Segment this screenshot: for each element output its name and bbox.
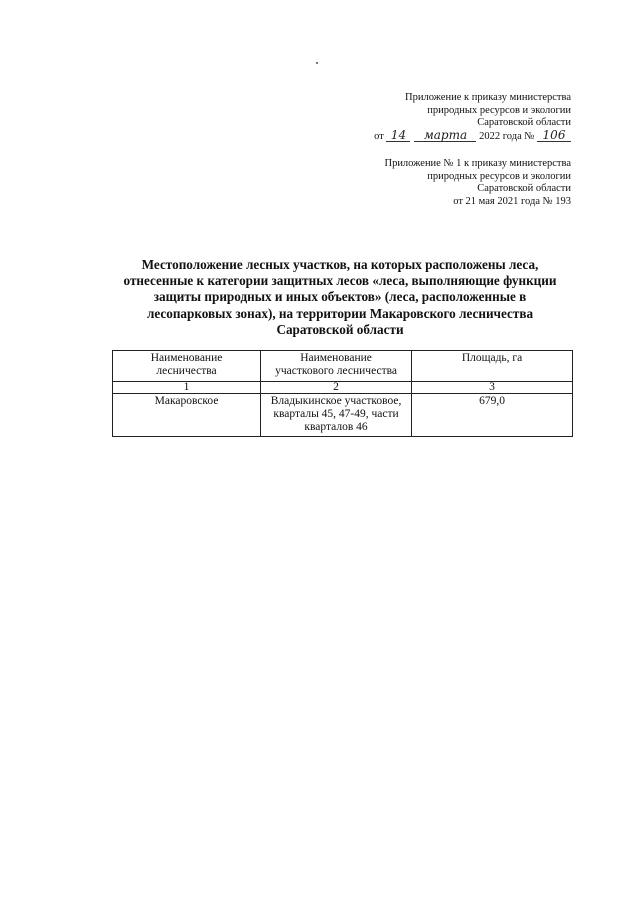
- title-line2: отнесенные к категории защитных лесов «леса, выполняющие функции: [123, 273, 557, 289]
- column-number-row: [113, 382, 573, 394]
- handwritten-month: марта: [414, 130, 476, 142]
- table-row: [113, 394, 573, 437]
- column-number-1: 1: [113, 382, 261, 394]
- appendix-current-line3: Саратовской области: [477, 117, 571, 129]
- column-number-3: 3: [412, 382, 573, 394]
- appendix-current-date-line: [374, 127, 571, 144]
- document-title: [110, 257, 570, 338]
- from-prefix: от: [374, 130, 384, 142]
- appendix-current-line1: Приложение к приказу министерства: [405, 92, 571, 103]
- header-district: [261, 351, 412, 382]
- forest-plots-table: [112, 350, 573, 437]
- header-forestry-l2: лесничества: [156, 365, 217, 377]
- appendix-previous-block: [384, 158, 571, 208]
- cell-district-l3: кварталов 46: [304, 421, 368, 433]
- appendix-previous-line4: от 21 мая 2021 года № 193: [453, 195, 571, 207]
- appendix-previous-line3: Саратовской области: [477, 183, 571, 195]
- handwritten-day: 14: [386, 130, 410, 142]
- appendix-current-line2: природных ресурсов и экологии: [427, 104, 571, 116]
- year-text: 2022 года №: [479, 130, 535, 142]
- header-district-l2: участкового лесничества: [275, 365, 397, 377]
- header-forestry-l1: Наименование: [150, 352, 223, 364]
- table-header-row: [113, 351, 573, 382]
- cell-district-l1: Владыкинское участковое,: [270, 395, 402, 407]
- appendix-previous-line2: природных ресурсов и экологии: [427, 170, 571, 182]
- header-forestry: [113, 351, 261, 382]
- cell-district-l2: кварталы 45, 47-49, части: [273, 408, 399, 420]
- title-line3: защиты природных и иных объектов» (леса, расположенные в: [153, 289, 527, 305]
- appendix-current-block: [374, 92, 571, 143]
- scan-speck: [316, 62, 318, 64]
- title-line5: Саратовской области: [276, 321, 404, 337]
- cell-forestry: Макаровское: [113, 394, 261, 437]
- appendix-previous-line1: Приложение № 1 к приказу министерства: [384, 158, 571, 169]
- header-district-l1: Наименование: [300, 352, 372, 364]
- title-line1: Местоположение лесных участков, на которых расположены леса,: [141, 257, 539, 272]
- title-line4: лесопарковых зонах), на территории Макаровского лесничества: [146, 305, 534, 321]
- handwritten-order-number: 106: [537, 130, 571, 142]
- cell-area: 679,0: [412, 394, 573, 437]
- header-area-l1: Площадь, га: [461, 352, 523, 364]
- column-number-2: 2: [261, 382, 412, 394]
- header-area: [412, 351, 573, 382]
- cell-district: [261, 394, 412, 437]
